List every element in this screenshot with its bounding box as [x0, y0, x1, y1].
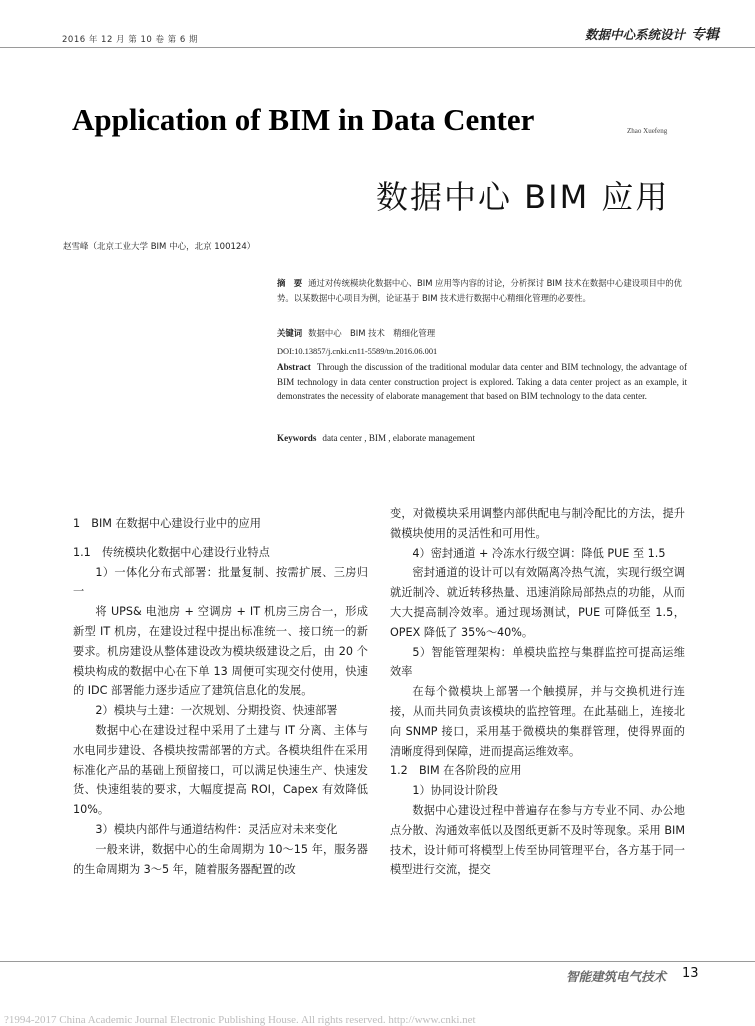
list-item-4: 4）密封通道 + 冷冻水行级空调：降低 PUE 至 1.5: [412, 546, 666, 560]
author-affiliation: 赵雪峰（北京工业大学 BIM 中心，北京 100124）: [63, 242, 256, 252]
running-head: [585, 24, 719, 44]
paragraph: 变，对微模块采用调整内部供配电与制冷配比的方法，提升微模块使用的灵活性和可用性。: [390, 507, 685, 540]
abstract-chinese: [277, 276, 687, 305]
keywords-chinese: [277, 326, 687, 341]
paragraph: 数据中心建设过程中普遍存在参与方专业不同、办公地点分散、沟通效率低以及图纸更新不及时等现象。采用 BIM 技术，设计师可将模型上传至协同管理平台，各方基于同一模型进行交流，提交: [390, 803, 685, 877]
abstract-en-text: Through the discussion of the traditional modular data center and BIM technology, the advantage of BIM technology in data center construction project is explored. Taking a data center project as an example, it demonstrates the necessity of elaborate management that based on BIM technology to the data center.: [277, 362, 687, 402]
list-item-2: 2）模块与土建：一次规划、分期投资、快速部署: [95, 704, 338, 718]
keywords-english: [277, 431, 687, 446]
journal-brand: 智能建筑电气技术: [566, 969, 667, 984]
keywords-en-text: data center , BIM , elaborate management: [322, 433, 475, 443]
paragraph: 密封通道的设计可以有效隔离冷热气流，实现行级空调就近制冷、就近转移热量、迅速消除局部热点的功能，从而大大提高制冷效率。通过现场测试，PUE 可降低至 1.5，OPEX 降低了 35%～40%。: [390, 566, 685, 639]
running-title: 数据中心系统设计: [584, 27, 685, 42]
issue-info: 2016 年 12 月 第 10 卷 第 6 期: [62, 35, 198, 45]
page-number: 13: [682, 966, 699, 981]
abstract-english: [277, 360, 687, 404]
title-chinese: 数据中心 BIM 应用: [376, 178, 670, 216]
list-item-5: 5）智能管理架构：单模块监控与集群监控可提高运维效率: [390, 645, 685, 679]
footer-divider: [0, 961, 755, 962]
body-column-left: [73, 514, 368, 879]
subsection-heading-1-1: 1.1 传统模块化数据中心建设行业特点: [73, 545, 270, 559]
section-heading-1: 1 BIM 在数据中心建设行业中的应用: [73, 517, 261, 530]
column-tag: 专辑: [691, 27, 719, 43]
body-column-right: [390, 504, 685, 880]
list-item-1: 1）一体化分布式部署：批量复制、按需扩展、三房归一: [73, 565, 368, 599]
paragraph: 一般来讲，数据中心的生命周期为 10～15 年，服务器的生命周期为 3～5 年，随着服务器配置的改: [73, 842, 368, 876]
paragraph: 将 UPS& 电池房 + 空调房 + IT 机房三房合一，形成新型 IT 机房，在建设过程中提出标准统一、接口统一的新要求。机房建设从整体建设改为模块级建设之后，由 20 个模块构成的数据中心在下单 13 周便可实现交付使用，快速的 IDC 部署能力逐步适应了建筑信息化的发展。: [73, 605, 368, 698]
doi: DOI:10.13857/j.cnki.cn11-5589/tn.2016.06.001: [277, 347, 438, 356]
title-english: Application of BIM in Data Center: [72, 102, 535, 137]
keywords-en-label: Keywords: [277, 433, 317, 443]
paragraph: 数据中心在建设过程中采用了土建与 IT 分离、主体与水电同步建设、各模块按需部署的方式。各模块组件在采用标准化产品的基础上预留接口，可以满足快速生产、快速发货、快速组装的要求，大幅度提高 ROI，Capex 有效降低 10%。: [73, 723, 368, 817]
keywords-cn-label: 关键词: [277, 328, 303, 338]
abstract-cn-text: 通过对传统模块化数据中心、BIM 应用等内容的讨论，分析探讨 BIM 技术在数据中心建设项目中的优势。以某数据中心项目为例，论证基于 BIM 技术进行数据中心精细化管理的必要性。: [277, 278, 682, 303]
header-divider: [0, 47, 755, 48]
subsection-heading-1-2: 1.2 BIM 在各阶段的应用: [390, 764, 522, 778]
author-english: Zhao Xuefeng: [627, 127, 668, 135]
keywords-cn-text: 数据中心 BIM 技术 精细化管理: [308, 328, 436, 338]
list-item-3: 3）模块内部件与通道结构件：灵活应对未来变化: [95, 822, 338, 836]
list-item-6: 1）协同设计阶段: [412, 784, 498, 798]
abstract-en-label: Abstract: [277, 362, 311, 372]
paragraph: 在每个微模块上部署一个触摸屏，并与交换机进行连接，从而共同负责该模块的监控管理。在此基础上，连接北向 SNMP 接口，采用基于微模块的集群管理，使得界面的清晰度得到保障，进而提高运维效率。: [390, 685, 685, 758]
abstract-cn-label: 摘 要: [277, 278, 303, 288]
copyright-notice: ?1994-2017 China Academic Journal Electronic Publishing House. All rights reserved. http://www.cnki.net: [4, 1014, 476, 1026]
